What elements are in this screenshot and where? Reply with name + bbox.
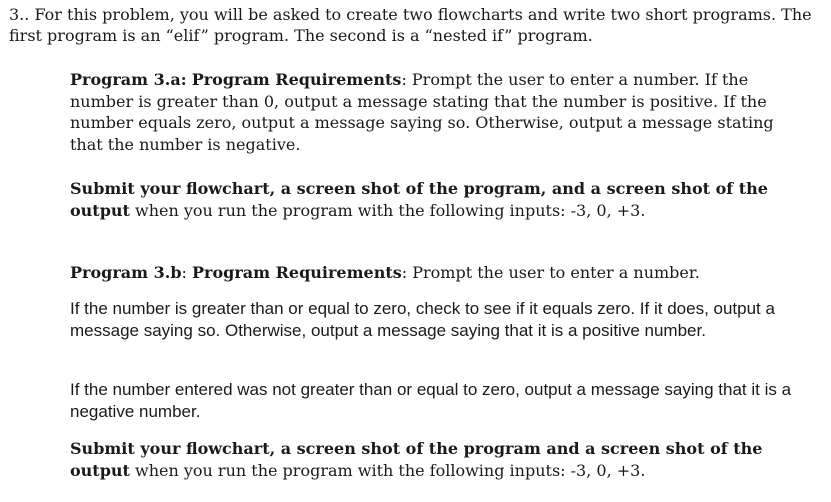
- program-3a-heading: Program Requirements: [191, 70, 402, 89]
- problem-intro-text: 3.. For this problem, you will be asked to create two flowcharts and write two short programs. The first program is an “elif” program. The second is a “nested if” program.: [9, 5, 812, 45]
- program-3a-submit-rest: when you run the program with the following inputs: -3, 0, +3.: [129, 200, 646, 220]
- program-3b-colon: :: [181, 263, 187, 282]
- program-3b-detail1-text: If the number is greater than or equal to zero, check to see if it equals zero. If it does, output a message saying so. Otherwise, output a message saying that it is a positive number.: [70, 299, 775, 340]
- program-3b-detail2-text: If the number entered was not greater than or equal to zero, output a message saying that it is a negative number.: [70, 380, 792, 421]
- program-3b-label: Program 3.b: [70, 263, 182, 282]
- program-3b-detail-negative: [70, 379, 810, 422]
- program-3a-label: Program 3.a:: [70, 70, 187, 89]
- program-3a-submit-bold: Submit your flowchart, a screen shot of the program, and a screen shot of the output: [70, 179, 768, 220]
- program-3b-submit-rest: when you run the program with the following inputs: -3, 0, +3.: [129, 460, 646, 480]
- program-3a-body: : Prompt the user to enter a number. If the number is greater than 0, output a message stating that the number is positive. If the number equals zero, output a message saying so. Otherwise, output a message stating that the number is negative.: [70, 70, 774, 154]
- program-3b-submit: [70, 438, 810, 481]
- program-3b-heading: Program Requirements: [192, 263, 402, 282]
- program-3b-requirements: [70, 262, 810, 284]
- problem-intro: [9, 4, 824, 46]
- program-3b-detail-positive: [70, 298, 810, 341]
- program-3a-submit: [70, 178, 810, 221]
- program-3a-requirements: [70, 69, 810, 155]
- program-3b-body: : Prompt the user to enter a number.: [401, 263, 700, 282]
- program-3b-submit-bold: Submit your flowchart, a screen shot of the program and a screen shot of the output: [70, 439, 763, 480]
